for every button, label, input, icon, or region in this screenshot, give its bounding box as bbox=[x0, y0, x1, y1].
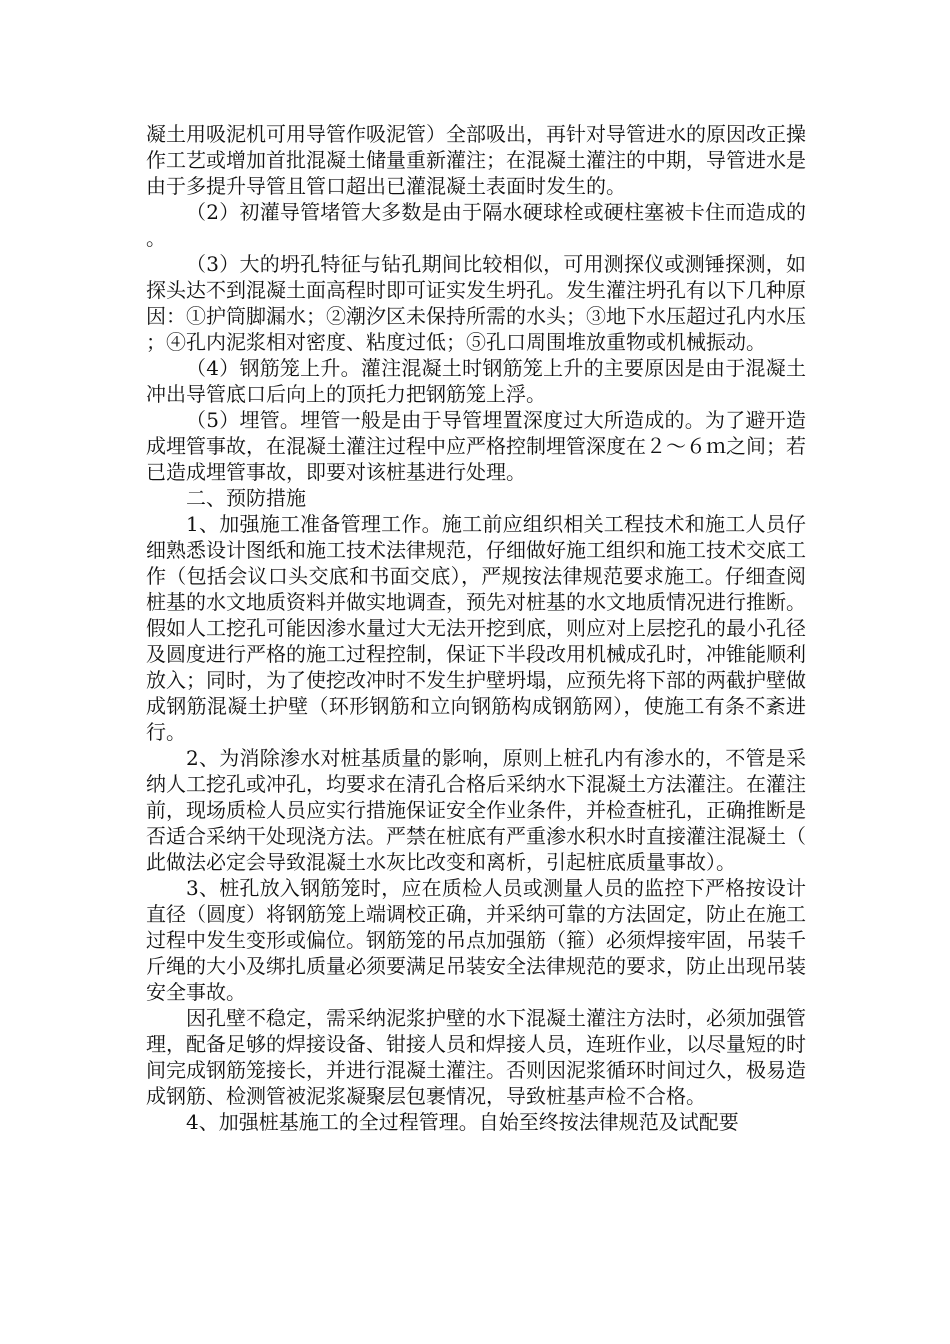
paragraph-11: 4、加强桩基施工的全过程管理。自始至终按法律规范及试配要 bbox=[186, 1110, 739, 1134]
paragraph-3: （3）大的坍孔特征与钻孔期间比较相似，可用测探仪或测锤探测，如探头达不到混凝土面高程时即可证实发生坍孔。发生灌注坍孔有以下几种原因：①护筒脚漏水；②潮汐区未保持所需的水头；③地下水压超过孔内水压；④孔内泥浆相对密度、粘度过低；⑤孔口周围堆放重物或机械振动。 bbox=[146, 252, 806, 354]
paragraph-8: 2、为消除渗水对桩基质量的影响，原则上桩孔内有渗水的，不管是采纳人工挖孔或冲孔，均要求在清孔合格后采纳水下混凝土方法灌注。在灌注前，现场质检人员应实行措施保证安全作业条件，并检查桩孔，正确推断是否适合采纳干处现浇方法。严禁在桩底有严重渗水积水时直接灌注混凝土（此做法必定会导致混凝土水灰比改变和离析，引起桩底质量事故）。 bbox=[146, 746, 806, 874]
paragraph-5: （5）埋管。埋管一般是由于导管埋置深度过大所造成的。为了避开造成埋管事故，在混凝土灌注过程中应严格控制埋管深度在２～６ｍ之间；若已造成埋管事故，即要对该桩基进行处理。 bbox=[146, 408, 806, 484]
paragraph-7: 1、加强施工准备管理工作。施工前应组织相关工程技术和施工人员仔细熟悉设计图纸和施工技术法律规范，仔细做好施工组织和施工技术交底工作（包括会议口头交底和书面交底），严规按法律规范要求施工。仔细查阅桩基的水文地质资料并做实地调查，预先对桩基的水文地质情况进行推断。假如人工挖孔可能因渗水量过大无法开挖到底，则应对上层挖孔的最小孔径及圆度进行严格的施工过程控制，保证下半段改用机械成孔时，冲锥能顺利放入；同时，为了使挖改冲时不发生护壁坍塌，应预先将下部的两截护壁做成钢筋混凝土护壁（环形钢筋和立向钢筋构成钢筋网），使施工有条不紊进行。 bbox=[146, 512, 806, 744]
paragraph-9: 3、桩孔放入钢筋笼时，应在质检人员或测量人员的监控下严格按设计直径（圆度）将钢筋笼上端调校正确，并采纳可靠的方法固定，防止在施工过程中发生变形或偏位。钢筋笼的吊点加强筋（箍）必须焊接牢固，吊装千斤绳的大小及绑扎质量必须要满足吊装安全法律规范的要求，防止出现吊装安全事故。 bbox=[146, 876, 806, 1004]
paragraph-4: （4）钢筋笼上升。灌注混凝土时钢筋笼上升的主要原因是由于混凝土冲出导管底口后向上的顶托力把钢筋笼上浮。 bbox=[146, 356, 806, 406]
section-heading: 二、预防措施 bbox=[186, 486, 306, 510]
paragraph-10: 因孔壁不稳定，需采纳泥浆护壁的水下混凝土灌注方法时，必须加强管理，配备足够的焊接设备、钳接人员和焊接人员，连班作业，以尽量短的时间完成钢筋笼接长，并进行混凝土灌注。否则因泥浆循环时间过久，极易造成钢筋、检测管被泥浆凝聚层包裹情况，导致桩基声检不合格。 bbox=[146, 1006, 806, 1108]
document-body bbox=[146, 121, 806, 1135]
paragraph-2: （2）初灌导管堵管大多数是由于隔水硬球栓或硬柱塞被卡住而造成的。 bbox=[146, 200, 806, 250]
paragraph-1: 凝土用吸泥机可用导管作吸泥管）全部吸出，再针对导管进水的原因改正操作工艺或增加首批混凝土储量重新灌注；在混凝土灌注的中期，导管进水是由于多提升导管且管口超出已灌混凝土表面时发生的。 bbox=[146, 122, 806, 198]
